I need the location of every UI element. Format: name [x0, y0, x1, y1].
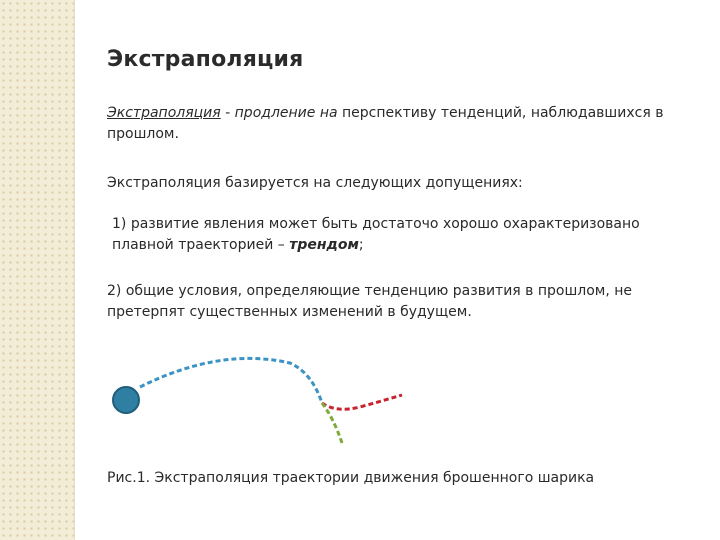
assumption-item-1-text: 1) развитие явления может быть достаточо хорошо охарактеризовано плавной траекторией – — [112, 216, 640, 253]
trend-emphasis: трендом — [289, 237, 359, 253]
extrapolation-red-dashed — [322, 395, 402, 409]
definition-term: Экстраполяция — [107, 105, 221, 121]
definition-italic-part: - продление на — [220, 105, 338, 121]
trajectory-figure — [100, 355, 430, 455]
assumption-item-1-end: ; — [358, 237, 364, 253]
decorative-side-strip — [0, 0, 75, 540]
slide-title: Экстраполяция — [107, 47, 304, 72]
definition-rest: перспективу тенденций, наблюдавшихся в прошлом. — [107, 105, 664, 142]
ball — [113, 387, 139, 413]
definition-paragraph — [107, 103, 697, 145]
figure-caption: Рис.1. Экстраполяция траектории движения брошенного шарика — [107, 470, 595, 486]
assumption-item-1 — [112, 214, 702, 256]
assumptions-intro: Экстраполяция базируется на следующих допущениях: — [107, 175, 523, 191]
assumption-item-2: 2) общие условия, определяющие тенденцию развития в прошлом, не претерпят существенных изменений в будущем. — [107, 283, 633, 320]
ball-trajectory-dashed — [140, 358, 322, 403]
